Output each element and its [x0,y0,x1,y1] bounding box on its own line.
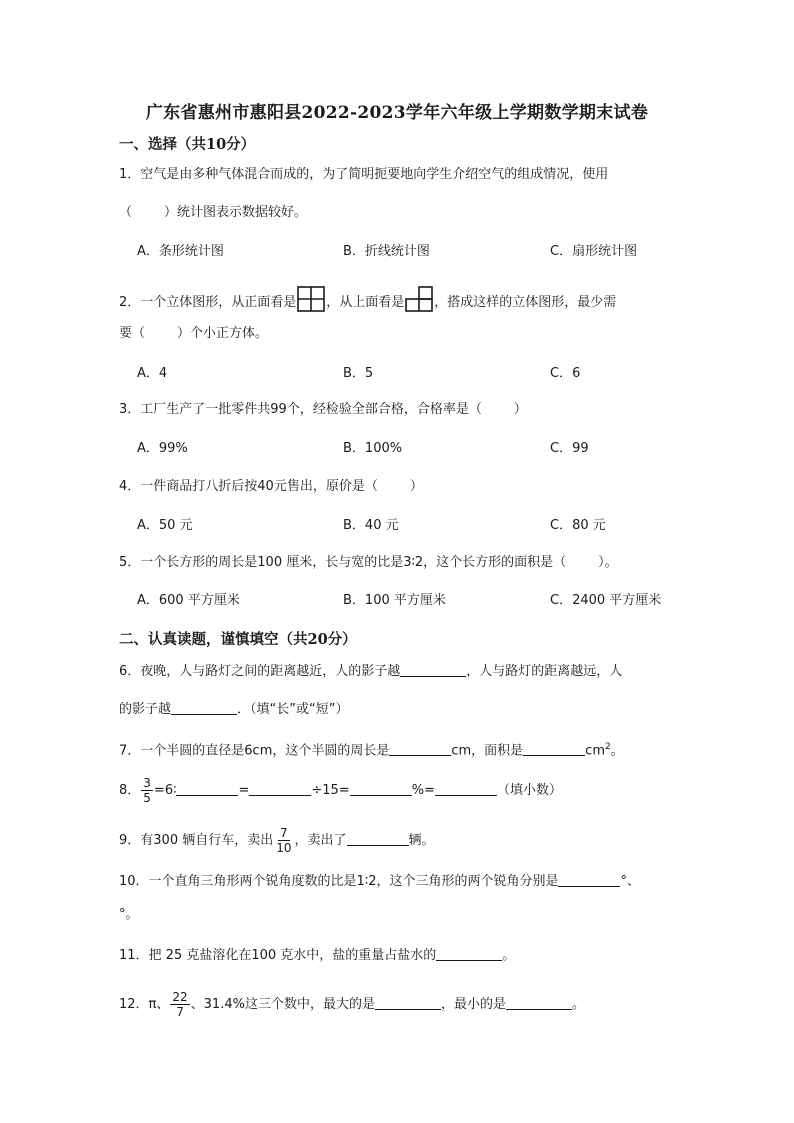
question-4-text: 4．一件商品打八折后按40元售出，原价是（ [119,479,378,494]
question-4-option-b[interactable]: B．40 元 [343,518,399,533]
question-10-text-b: °、 [620,874,640,889]
question-2-text-a: 2．一个立体图形，从正面看是 [119,295,297,310]
section-heading-choice: 一、选择（共10分） [119,136,256,153]
question-4-line [119,478,423,496]
question-5-option-a[interactable]: A．600 平方厘米 [137,593,240,608]
question-3-text: 3．工厂生产了一批零件共99个，经检验全部合格，合格率是（ [119,402,482,417]
question-5-text: 5．一个长方形的周长是100 厘米，长与宽的比是3∶2，这个长方形的面积是（ [119,555,567,570]
paren-open: （ [119,205,133,220]
question-7-text-d: 。 [610,743,624,759]
question-8-line [119,776,562,805]
question-9-text-a: 9．有300 辆自行车，卖出 [119,833,274,848]
question-5-option-c[interactable]: C．2400 平方厘米 [550,593,662,608]
question-4-option-a[interactable]: A．50 元 [137,518,193,533]
paren-close: ） [513,402,527,417]
question-4-option-c[interactable]: C．80 元 [550,518,606,533]
question-1-line-2 [119,204,307,222]
top-view-figure [405,286,433,312]
question-2-line-1 [119,286,616,312]
answer-blank[interactable] [436,946,502,961]
question-1-option-c[interactable]: C．扇形统计图 [550,244,638,259]
paren-close: ）。 [598,555,618,570]
fraction-denominator: 10 [276,841,292,855]
question-9-text-b: ，卖出了 [294,833,347,848]
question-12-text-b: 、31.4%这三个数中，最大的是 [190,997,375,1012]
question-12-text-d: 。 [571,997,585,1012]
section-heading-fill-blank: 二、认真读题，谨慎填空（共20分） [119,631,357,648]
question-6-line-1 [119,662,622,681]
question-6-text-c: 的影子越 [119,702,172,717]
answer-blank[interactable] [523,741,585,756]
question-6-text-d: ．（填“长”或“短”） [237,702,349,717]
question-2-text-d: 要（ [119,326,146,341]
question-2-tail: ）个小正方体。 [177,326,269,341]
question-12-line [119,990,585,1019]
page-title: 广东省惠州市惠阳县2022-2023学年六年级上学期数学期末试卷 [145,103,649,123]
question-1-line-1: 1．空气是由多种气体混合而成的，为了简明扼要地向学生介绍空气的组成情况，使用 [119,167,609,182]
answer-blank[interactable] [400,662,466,677]
question-8-number: 8． [119,783,141,798]
answer-blank[interactable] [171,700,237,715]
question-7-text-b: cm，面积是 [451,743,524,759]
fraction-22-7 [170,990,189,1019]
question-7-unit-exponent: 2 [604,742,611,752]
question-8-text-d: %= [411,783,435,798]
question-3-option-a[interactable]: A．99% [137,441,188,456]
fraction-denominator: 5 [143,791,151,805]
question-9-line [119,826,435,855]
question-3-option-b[interactable]: B．100% [343,441,403,456]
answer-blank[interactable] [389,741,451,756]
answer-blank[interactable] [375,995,441,1010]
fraction-7-10 [274,826,293,855]
question-5-line [119,554,618,572]
fraction-numerator: 22 [172,990,188,1004]
question-2-option-b[interactable]: B．5 [343,366,374,381]
paren-close: ） [409,479,423,494]
fraction-3-5 [141,776,153,805]
question-3-line [119,401,527,419]
question-1-option-b[interactable]: B．折线统计图 [343,244,430,259]
question-2-text-b: ，从上面看是 [326,295,405,310]
question-7-unit: cm [585,743,605,759]
answer-blank[interactable] [249,781,311,796]
answer-blank[interactable] [506,995,572,1010]
fraction-denominator: 7 [176,1005,184,1019]
fraction-numerator: 7 [280,826,288,840]
answer-blank[interactable] [350,781,412,796]
question-5-option-b[interactable]: B．100 平方厘米 [343,593,446,608]
answer-blank[interactable] [347,831,409,846]
question-6-line-2 [119,700,348,719]
question-6-text-a: 6．夜晚，人与路灯之间的距离越近，人的影子越 [119,664,401,679]
question-6-text-b: ，人与路灯的距离越远，人 [466,664,623,679]
question-11-line [119,946,515,965]
question-11-text-b: 。 [502,948,516,963]
question-8-text-e: （填小数） [496,783,562,798]
question-8-text-c: ÷15= [311,783,350,798]
answer-blank[interactable] [176,781,238,796]
front-view-figure [297,286,325,312]
question-8-text-b: = [238,783,250,798]
question-1-tail: ）统计图表示数据较好。 [164,205,308,220]
answer-blank[interactable] [558,872,620,887]
question-12-text-a: 12．π、 [119,997,170,1012]
answer-blank[interactable] [435,781,497,796]
question-9-text-c: 辆。 [408,833,435,848]
fraction-numerator: 3 [143,776,151,790]
question-11-text-a: 11．把 25 克盐溶化在100 克水中，盐的重量占盐水的 [119,948,437,963]
question-2-option-c[interactable]: C．6 [550,366,581,381]
question-7-text-a: 7．一个半圆的直径是6cm，这个半圆的周长是 [119,743,390,759]
question-10-text-a: 10．一个直角三角形两个锐角度数的比是1∶2，这个三角形的两个锐角分别是 [119,874,559,889]
question-2-line-2 [119,325,268,343]
question-2-option-a[interactable]: A．4 [137,366,168,381]
question-7-line [119,738,624,760]
question-1-option-a[interactable]: A．条形统计图 [137,244,224,259]
question-3-option-c[interactable]: C．99 [550,441,589,456]
question-8-text-a: =6∶ [153,783,177,798]
question-10-line-1 [119,872,640,891]
question-2-text-c: ，搭成这样的立体图形，最少需 [434,295,617,310]
question-10-line-2: °。 [119,907,139,922]
question-12-text-c: ，最小的是 [440,997,506,1012]
